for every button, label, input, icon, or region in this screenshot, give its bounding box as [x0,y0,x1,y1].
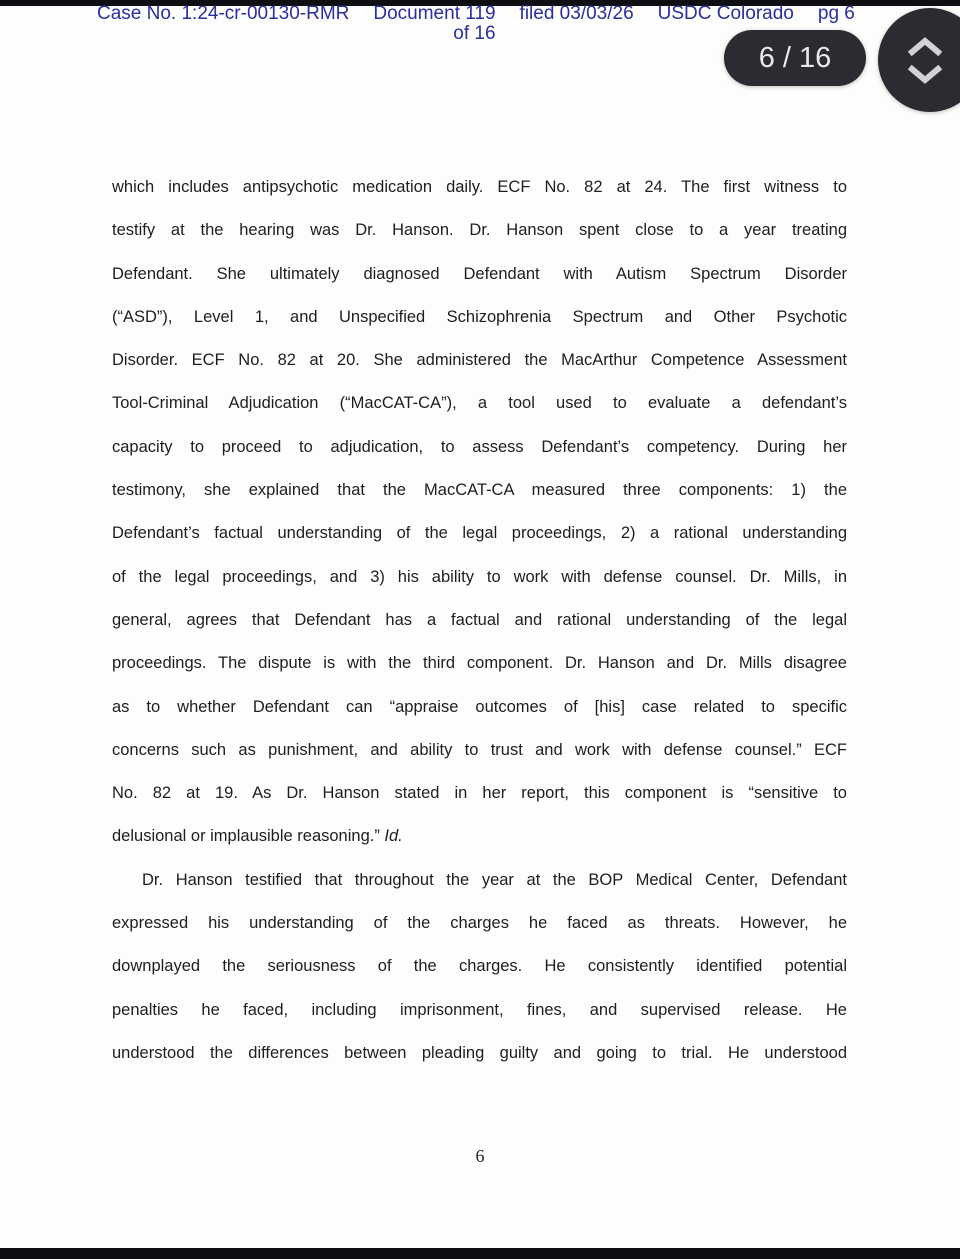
doc-text-line: proceedings. The dispute is with the third component. Dr. Hanson and Dr. Mills disagree [112,654,847,673]
stamp-document-number [373,4,495,44]
doc-text-line: which includes antipsychotic medication daily. ECF No. 82 at 24. The first witness to [112,178,847,196]
doc-text-line: general, agrees that Defendant has a factual and rational understanding of the legal [112,610,847,629]
stamp-filed-date: filed 03/03/26 [519,3,634,24]
doc-text-line: Disorder. ECF No. 82 at 20. She administered the MacArthur Competence Assessment [112,351,847,370]
bottom-bar [0,1248,960,1259]
stamp-case-number: Case No. 1:24-cr-00130-RMR [97,3,350,24]
chevron-up-icon[interactable] [907,37,943,56]
doc-text-line: testimony, she explained that the MacCAT-CA measured three components: 1) the [112,481,847,500]
page-navigation-control[interactable] [878,8,960,112]
doc-text-line: Dr. Hanson testified that throughout the year at the BOP Medical Center, Defendant [142,870,847,889]
doc-text-line: capacity to proceed to adjudication, to assess Defendant’s competency. During her [112,437,847,456]
doc-text-line [112,815,847,858]
doc-text-line: penalties he faced, including imprisonment, fines, and supervised release. He [112,1000,847,1019]
doc-text-line: expressed his understanding of the charges he faced as threats. However, he [112,914,847,933]
page-indicator[interactable]: 6 / 16 [724,30,866,86]
doc-text-line: understood the differences between pleading guilty and going to trial. He understood [112,1043,847,1062]
doc-text-line: Defendant. She ultimately diagnosed Defendant with Autism Spectrum Disorder [112,264,847,283]
doc-text-fragment: delusional or implausible reasoning.” [112,827,385,846]
stamp-document-line1: Document 119 [373,3,496,24]
doc-text-line: downplayed the seriousness of the charges. He consistently identified potential [112,957,847,976]
chevron-down-icon[interactable] [907,65,943,84]
doc-text-line: No. 82 at 19. As Dr. Hanson stated in her report, this component is “sensitive to [112,784,847,803]
doc-text-line: of the legal proceedings, and 3) his ability to work with defense counsel. Dr. Mills, in [112,567,847,586]
document-page-text [112,166,847,1075]
stamp-court-name: USDC Colorado [657,3,794,24]
stamp-page-number: pg 6 [817,3,855,24]
doc-text-line: testify at the hearing was Dr. Hanson. Dr. Hanson spent close to a year treating [112,221,847,240]
stamp-document-line2: of 16 [453,23,496,44]
doc-text-line: as to whether Defendant can “appraise outcomes of [his] case related to specific [112,697,847,716]
doc-text-italic-citation: Id. [384,827,403,846]
doc-text-line: concerns such as punishment, and ability to trust and work with defense counsel.” ECF [112,740,847,759]
doc-text-line: (“ASD”), Level 1, and Unspecified Schizophrenia Spectrum and Other Psychotic [112,307,847,326]
page-footer-number: 6 [475,1146,485,1166]
doc-text-line: Defendant’s factual understanding of the legal proceedings, 2) a rational understanding [112,524,847,543]
doc-text-line: Tool-Criminal Adjudication (“MacCAT-CA”), a tool used to evaluate a defendant’s [112,394,847,413]
